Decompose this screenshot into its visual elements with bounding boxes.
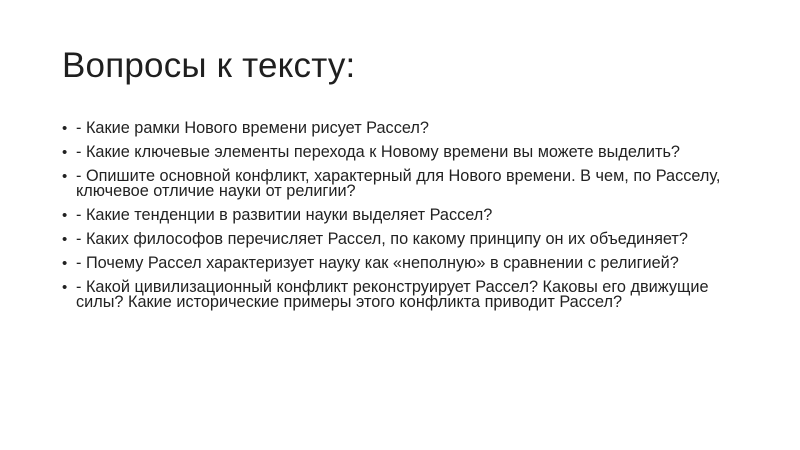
list-item-3 xyxy=(62,166,752,201)
question-text-3: - Опишите основной конфликт, характерный для Нового времени. В чем, по Расселу, ключевое отличие науки от религии? xyxy=(76,166,721,201)
bullet-icon: • xyxy=(62,254,68,272)
list-item-5 xyxy=(62,229,752,248)
bullet-icon: • xyxy=(62,230,68,248)
question-text-1: - Какие рамки Нового времени рисует Рассел? xyxy=(76,119,429,137)
list-item-6 xyxy=(62,253,752,272)
question-text-2: - Какие ключевые элементы перехода к Новому времени вы можете выделить? xyxy=(76,142,680,161)
bullet-icon: • xyxy=(62,120,68,137)
bullet-icon: • xyxy=(62,278,68,296)
slide-title: Вопросы к тексту: xyxy=(62,46,356,85)
bullet-icon: • xyxy=(62,207,68,225)
list-item-1 xyxy=(62,121,752,137)
bullet-icon: • xyxy=(62,143,68,161)
question-text-7: - Какой цивилизационный конфликт реконструирует Рассел? Каковы его движущие силы? Какие исторические примеры этого конфликта приводит Рассел? xyxy=(76,277,709,312)
list-item-2 xyxy=(62,142,752,161)
question-text-6: - Почему Рассел характеризует науку как «неполную» в сравнении с религией? xyxy=(76,253,679,272)
list-item-7 xyxy=(62,277,752,312)
question-list xyxy=(62,121,752,319)
bullet-icon: • xyxy=(62,167,68,185)
question-text-5: - Каких философов перечисляет Рассел, по какому принципу он их объединяет? xyxy=(76,229,688,248)
list-item-4 xyxy=(62,208,752,224)
question-text-4: - Какие тенденции в развитии науки выделяет Рассел? xyxy=(76,206,493,225)
